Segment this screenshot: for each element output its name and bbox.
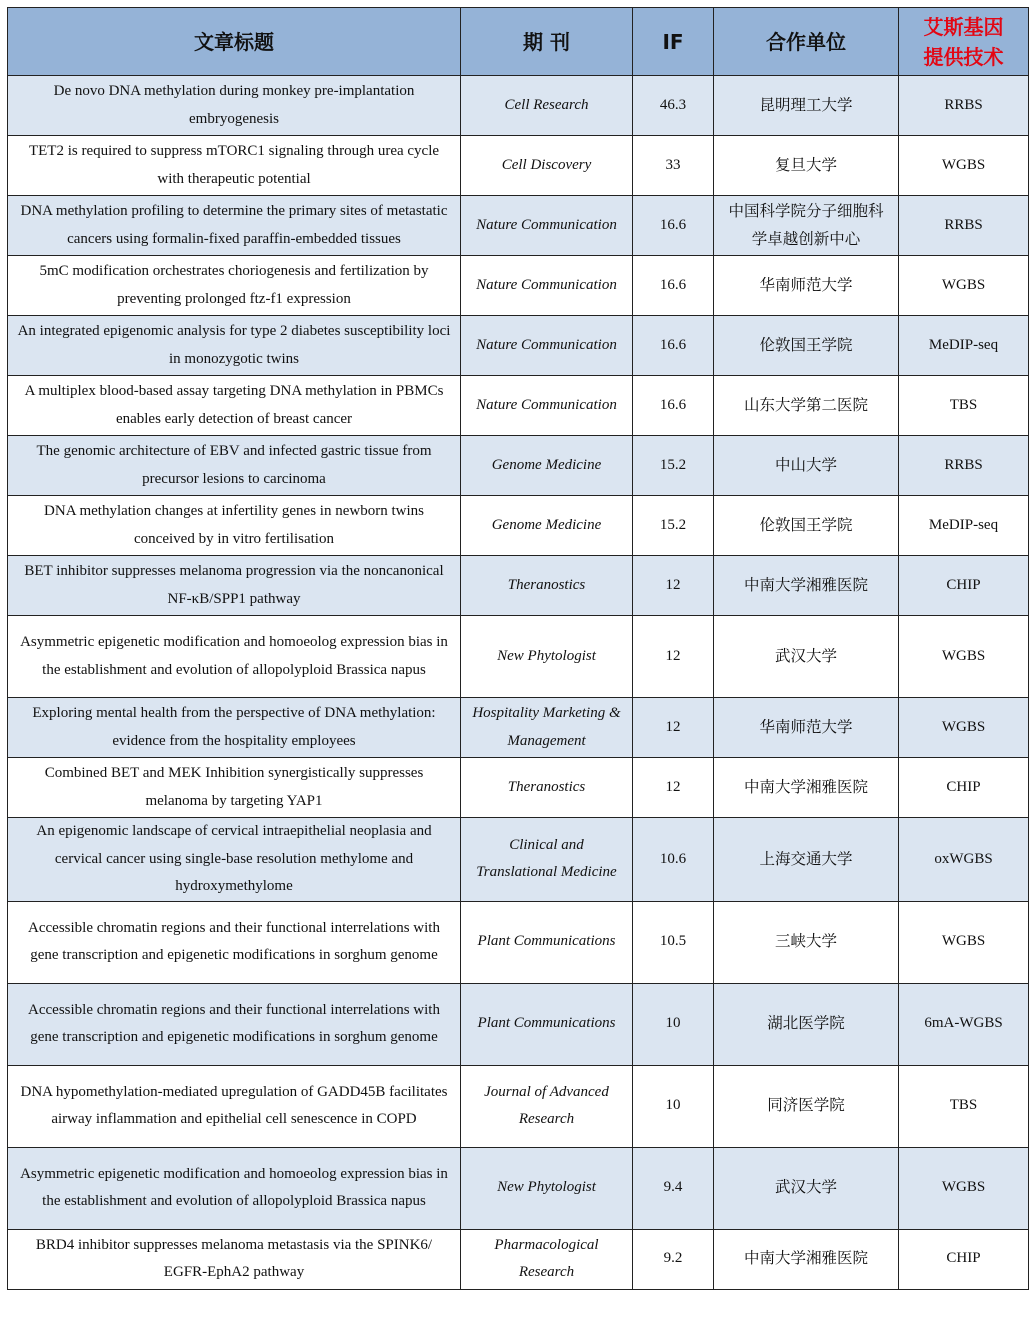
cell-title: Accessible chromatin regions and their functional interrelations with gene transcription and epigenetic modifications in sorghum genome [8,983,461,1065]
cell-institution: 中南大学湘雅医院 [714,556,899,616]
cell-technology: CHIP [899,758,1029,818]
cell-title: Asymmetric epigenetic modification and homoeolog expression bias in the establishment and evolution of allopolyploid Brassica napus [8,616,461,698]
table-row [8,316,1029,376]
cell-if: 16.6 [633,196,714,256]
cell-title: De novo DNA methylation during monkey pre-implantation embryogenesis [8,76,461,136]
cell-journal: Nature Communication [461,256,633,316]
cell-technology: MeDIP-seq [899,316,1029,376]
cell-title: DNA methylation profiling to determine the primary sites of metastatic cancers using formalin-fixed paraffin-embedded tissues [8,196,461,256]
cell-technology: 6mA-WGBS [899,983,1029,1065]
cell-title: Combined BET and MEK Inhibition synergistically suppresses melanoma by targeting YAP1 [8,758,461,818]
table-row [8,376,1029,436]
table-row [8,983,1029,1065]
cell-journal: Plant Communications [461,901,633,983]
cell-if: 12 [633,556,714,616]
cell-title: BET inhibitor suppresses melanoma progression via the noncanonical NF-κB/SPP1 pathway [8,556,461,616]
table-row [8,556,1029,616]
cell-journal: Journal of Advanced Research [461,1065,633,1147]
cell-if: 16.6 [633,316,714,376]
cell-title: A multiplex blood-based assay targeting DNA methylation in PBMCs enables early detection of breast cancer [8,376,461,436]
cell-institution: 上海交通大学 [714,818,899,902]
cell-if: 15.2 [633,436,714,496]
cell-if: 10 [633,983,714,1065]
header-row [8,8,1029,76]
cell-institution: 三峡大学 [714,901,899,983]
cell-technology: WGBS [899,256,1029,316]
cell-title: DNA hypomethylation-mediated upregulation of GADD45B facilitates airway inflammation and epithelial cell senescence in COPD [8,1065,461,1147]
cell-journal: Genome Medicine [461,496,633,556]
table-row [8,698,1029,758]
cell-journal: Cell Research [461,76,633,136]
cell-technology: CHIP [899,556,1029,616]
cell-institution: 华南师范大学 [714,256,899,316]
cell-technology: TBS [899,376,1029,436]
cell-technology: WGBS [899,616,1029,698]
cell-technology: RRBS [899,76,1029,136]
table-row [8,818,1029,902]
table-row [8,196,1029,256]
cell-if: 12 [633,698,714,758]
cell-if: 46.3 [633,76,714,136]
cell-institution: 复旦大学 [714,136,899,196]
cell-technology: WGBS [899,1147,1029,1229]
cell-technology: WGBS [899,901,1029,983]
cell-institution: 伦敦国王学院 [714,496,899,556]
cell-institution: 武汉大学 [714,616,899,698]
cell-institution: 湖北医学院 [714,983,899,1065]
cell-technology: MeDIP-seq [899,496,1029,556]
cell-title: TET2 is required to suppress mTORC1 signaling through urea cycle with therapeutic potential [8,136,461,196]
cell-if: 9.4 [633,1147,714,1229]
cell-institution: 华南师范大学 [714,698,899,758]
header-journal: 期 刊 [461,8,633,76]
cell-journal: Nature Communication [461,196,633,256]
cell-title: Asymmetric epigenetic modification and homoeolog expression bias in the establishment and evolution of allopolyploid Brassica napus [8,1147,461,1229]
cell-if: 15.2 [633,496,714,556]
table-row [8,1065,1029,1147]
cell-journal: Theranostics [461,556,633,616]
cell-if: 10.6 [633,818,714,902]
cell-if: 10.5 [633,901,714,983]
cell-journal: Clinical and Translational Medicine [461,818,633,902]
table-row [8,1229,1029,1289]
cell-institution: 中山大学 [714,436,899,496]
cell-journal: Nature Communication [461,316,633,376]
cell-if: 16.6 [633,256,714,316]
cell-title: Exploring mental health from the perspective of DNA methylation: evidence from the hospitality employees [8,698,461,758]
cell-if: 12 [633,758,714,818]
cell-title: BRD4 inhibitor suppresses melanoma metastasis via the SPINK6/ EGFR-EphA2 pathway [8,1229,461,1289]
cell-technology: oxWGBS [899,818,1029,902]
cell-technology: WGBS [899,698,1029,758]
table-row [8,136,1029,196]
header-technology: 艾斯基因 提供技术 [899,8,1029,76]
table-row [8,616,1029,698]
cell-if: 33 [633,136,714,196]
table-row [8,901,1029,983]
cell-institution: 山东大学第二医院 [714,376,899,436]
table-header [8,8,1029,76]
cell-journal: Hospitality Marketing & Management [461,698,633,758]
cell-title: 5mC modification orchestrates choriogenesis and fertilization by preventing prolonged ftz-f1 expression [8,256,461,316]
cell-if: 9.2 [633,1229,714,1289]
cell-journal: Theranostics [461,758,633,818]
cell-technology: TBS [899,1065,1029,1147]
table-row [8,436,1029,496]
header-title: 文章标题 [8,8,461,76]
cell-institution: 伦敦国王学院 [714,316,899,376]
cell-if: 12 [633,616,714,698]
table-row [8,1147,1029,1229]
table-row [8,758,1029,818]
cell-journal: Pharmacological Research [461,1229,633,1289]
table-row [8,76,1029,136]
cell-if: 10 [633,1065,714,1147]
cell-institution: 同济医学院 [714,1065,899,1147]
cell-institution: 中南大学湘雅医院 [714,1229,899,1289]
cell-journal: Plant Communications [461,983,633,1065]
cell-journal: Genome Medicine [461,436,633,496]
cell-institution: 中国科学院分子细胞科学卓越创新中心 [714,196,899,256]
cell-institution: 昆明理工大学 [714,76,899,136]
cell-title: An epigenomic landscape of cervical intraepithelial neoplasia and cervical cancer using single-base resolution methylome and hydroxymethylome [8,818,461,902]
table-row [8,496,1029,556]
cell-technology: WGBS [899,136,1029,196]
table-body [8,76,1029,1290]
cell-journal: New Phytologist [461,1147,633,1229]
cell-title: DNA methylation changes at infertility genes in newborn twins conceived by in vitro fertilisation [8,496,461,556]
cell-institution: 中南大学湘雅医院 [714,758,899,818]
cell-title: An integrated epigenomic analysis for type 2 diabetes susceptibility loci in monozygotic twins [8,316,461,376]
cell-technology: RRBS [899,436,1029,496]
header-institution: 合作单位 [714,8,899,76]
cell-journal: Cell Discovery [461,136,633,196]
cell-title: The genomic architecture of EBV and infected gastric tissue from precursor lesions to carcinoma [8,436,461,496]
cell-technology: RRBS [899,196,1029,256]
cell-journal: New Phytologist [461,616,633,698]
cell-title: Accessible chromatin regions and their functional interrelations with gene transcription and epigenetic modifications in sorghum genome [8,901,461,983]
cell-technology: CHIP [899,1229,1029,1289]
cell-institution: 武汉大学 [714,1147,899,1229]
publications-table [7,7,1029,1290]
table-row [8,256,1029,316]
header-if: IF [633,8,714,76]
cell-if: 16.6 [633,376,714,436]
cell-journal: Nature Communication [461,376,633,436]
